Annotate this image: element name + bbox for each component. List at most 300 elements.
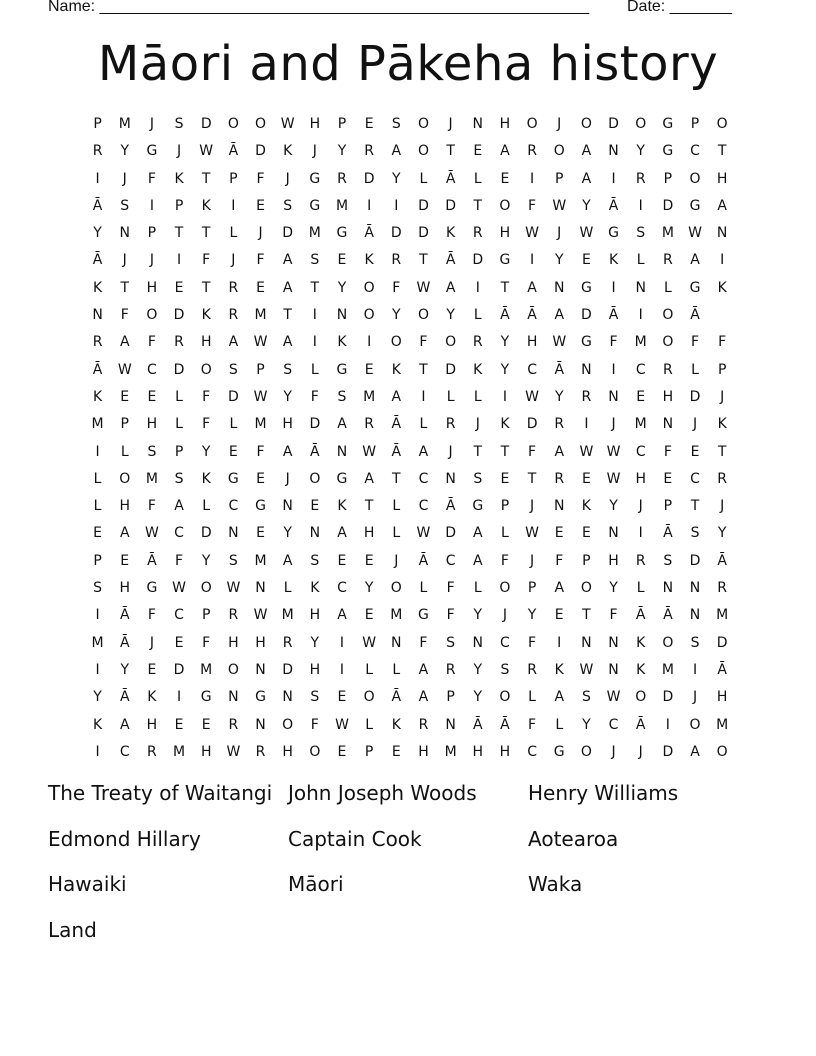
grid-letter: M: [661, 661, 674, 678]
grid-letter: A: [282, 279, 293, 296]
grid-letter: G: [689, 197, 701, 214]
grid-letter: S: [473, 470, 483, 487]
grid-letter: K: [337, 334, 347, 351]
grid-letter: H: [146, 279, 158, 296]
grid-letter: M: [254, 416, 267, 433]
grid-letter: J: [149, 116, 154, 132]
grid-letter: D: [608, 116, 619, 132]
grid-letter: Y: [473, 607, 483, 624]
grid-letter: N: [255, 661, 266, 678]
grid-letter: O: [390, 334, 402, 351]
grid-letter: K: [201, 470, 211, 487]
grid-letter: G: [580, 279, 592, 296]
grid-letter: L: [365, 716, 374, 733]
grid-letter: A: [337, 525, 347, 542]
grid-letter: P: [337, 116, 347, 132]
grid-letter: D: [445, 361, 456, 378]
grid-letter: S: [93, 580, 103, 597]
grid-letter: G: [146, 143, 158, 160]
grid-letter: A: [282, 552, 293, 569]
word-list-item: John Joseph Woods: [288, 781, 477, 805]
grid-letter: L: [283, 580, 292, 597]
grid-letter: E: [174, 716, 184, 733]
grid-letter: D: [309, 416, 321, 433]
grid-letter: H: [472, 743, 484, 760]
grid-letter: L: [419, 170, 428, 187]
grid-letter: Y: [283, 525, 292, 542]
grid-letter: D: [282, 225, 294, 242]
grid-letter: O: [689, 716, 701, 733]
grid-letter: N: [228, 525, 239, 542]
grid-letter: O: [390, 580, 402, 597]
grid-letter: R: [364, 143, 374, 160]
grid-letter: A: [418, 443, 429, 460]
grid-letter: Y: [201, 552, 211, 569]
grid-letter: L: [473, 170, 482, 187]
grid-letter: K: [92, 716, 103, 733]
grid-letter: E: [337, 689, 347, 706]
grid-letter: L: [501, 525, 509, 542]
grid-letter: I: [638, 307, 643, 324]
grid-letter: F: [500, 552, 509, 569]
grid-letter: O: [445, 334, 457, 351]
grid-letter: Y: [120, 661, 130, 678]
grid-letter: N: [662, 416, 674, 433]
grid-letter: G: [255, 689, 266, 706]
grid-letter: F: [256, 252, 265, 269]
grid-letter: D: [255, 143, 266, 160]
grid-letter: N: [553, 498, 565, 515]
grid-letter: H: [499, 116, 511, 132]
grid-letter: W: [688, 225, 702, 242]
grid-letter: T: [527, 470, 537, 487]
grid-letter: C: [418, 498, 429, 515]
grid-letter: J: [502, 607, 507, 624]
grid-letter: R: [554, 470, 565, 487]
grid-letter: H: [119, 498, 130, 515]
grid-letter: K: [92, 279, 103, 296]
grid-letter: J: [557, 116, 562, 132]
grid-letter: Ā: [608, 307, 619, 324]
grid-letter: R: [337, 170, 347, 187]
grid-letter: R: [92, 334, 103, 351]
grid-letter: S: [120, 197, 130, 214]
grid-letter: P: [120, 416, 129, 433]
grid-letter: D: [173, 661, 185, 678]
grid-letter: J: [448, 116, 453, 132]
grid-letter: F: [147, 607, 156, 624]
grid-letter: L: [392, 498, 401, 515]
grid-letter: L: [473, 580, 482, 597]
grid-letter: J: [720, 388, 725, 405]
grid-letter: G: [662, 116, 674, 132]
grid-letter: M: [91, 416, 104, 433]
grid-letter: K: [473, 361, 483, 378]
grid-letter: Y: [310, 634, 320, 651]
grid-letter: S: [636, 225, 646, 242]
grid-letter: F: [147, 170, 156, 187]
grid-letter: E: [337, 252, 347, 269]
grid-letter: Y: [337, 279, 347, 296]
grid-letter: F: [256, 170, 265, 187]
grid-letter: Y: [337, 143, 347, 160]
grid-letter: C: [527, 361, 537, 378]
grid-letter: S: [228, 552, 238, 569]
grid-letter: T: [690, 498, 700, 515]
grid-letter: O: [146, 307, 158, 324]
grid-letter: N: [553, 279, 565, 296]
grid-letter: O: [363, 279, 375, 296]
grid-letter: J: [638, 498, 643, 515]
grid-letter: Y: [717, 525, 727, 542]
grid-letter: H: [309, 661, 321, 678]
grid-letter: P: [174, 443, 184, 460]
grid-letter: I: [394, 197, 399, 214]
grid-letter: E: [201, 716, 211, 733]
grid-letter: C: [147, 361, 157, 378]
header: [48, 0, 748, 18]
grid-row: [84, 441, 736, 468]
grid-letter: N: [92, 307, 103, 324]
grid-letter: Ā: [500, 307, 510, 324]
grid-letter: E: [310, 498, 320, 515]
grid-letter: G: [336, 470, 348, 487]
grid-letter: N: [282, 689, 293, 706]
grid-letter: W: [144, 525, 159, 542]
grid-letter: P: [527, 580, 537, 597]
grid-letter: O: [580, 580, 592, 597]
grid-letter: M: [254, 307, 267, 324]
grid-letter: A: [554, 307, 565, 324]
grid-letter: H: [228, 634, 239, 651]
grid-row: [84, 359, 736, 386]
grid-letter: K: [92, 388, 103, 405]
grid-letter: O: [499, 689, 511, 706]
grid-letter: Ā: [418, 552, 429, 569]
grid-letter: Y: [392, 170, 401, 187]
grid-letter: O: [662, 634, 674, 651]
grid-letter: I: [611, 170, 616, 187]
grid-letter: A: [337, 607, 347, 624]
grid-letter: C: [337, 580, 347, 597]
grid-letter: E: [473, 143, 483, 160]
grid-letter: J: [312, 143, 317, 160]
grid-letter: Ā: [92, 197, 103, 214]
grid-letter: D: [716, 634, 728, 651]
grid-letter: N: [608, 525, 619, 542]
grid-letter: R: [581, 388, 592, 405]
grid-letter: T: [201, 170, 211, 187]
grid-letter: N: [309, 525, 321, 542]
grid-letter: R: [282, 634, 293, 651]
grid-letter: Y: [201, 443, 211, 460]
grid-letter: R: [445, 661, 456, 678]
grid-letter: O: [417, 116, 429, 132]
grid-letter: O: [417, 143, 429, 160]
grid-letter: E: [391, 743, 401, 760]
grid-letter: E: [554, 607, 564, 624]
grid-letter: D: [173, 361, 185, 378]
grid-letter: J: [122, 170, 127, 187]
grid-letter: T: [717, 443, 727, 460]
grid-letter: R: [717, 470, 728, 487]
grid-letter: R: [635, 170, 646, 187]
grid-letter: H: [282, 416, 293, 433]
grid-letter: P: [663, 170, 673, 187]
grid-letter: G: [336, 361, 348, 378]
grid-letter: Ā: [608, 197, 619, 214]
grid-row: [84, 168, 736, 195]
grid-letter: W: [606, 689, 621, 706]
grid-letter: K: [636, 661, 646, 678]
grid-letter: O: [635, 689, 647, 706]
grid-letter: N: [472, 116, 483, 132]
grid-letter: J: [720, 498, 725, 515]
grid-letter: F: [175, 552, 184, 569]
grid-letter: L: [365, 661, 374, 678]
grid-letter: D: [445, 197, 456, 214]
grid-letter: R: [174, 334, 184, 351]
grid-letter: N: [716, 225, 728, 242]
grid-letter: M: [308, 225, 321, 242]
grid-letter: S: [690, 634, 700, 651]
grid-letter: P: [201, 607, 211, 624]
grid-row: [84, 522, 736, 549]
grid-letter: J: [448, 443, 453, 460]
grid-letter: I: [339, 661, 345, 678]
grid-letter: N: [608, 388, 619, 405]
grid-letter: W: [117, 361, 132, 378]
grid-letter: Y: [609, 498, 618, 515]
grid-letter: P: [364, 743, 374, 760]
grid-letter: F: [310, 716, 319, 733]
grid-letter: T: [364, 498, 374, 515]
grid-letter: D: [418, 197, 429, 214]
grid-letter: C: [635, 361, 646, 378]
grid-letter: G: [608, 225, 619, 242]
grid-letter: C: [174, 607, 184, 624]
grid-letter: L: [229, 416, 238, 433]
grid-letter: P: [555, 170, 564, 187]
grid-letter: K: [581, 498, 591, 515]
grid-letter: L: [663, 279, 672, 296]
grid-letter: A: [119, 716, 130, 733]
grid-letter: D: [472, 252, 484, 269]
word-list-item: The Treaty of Waitangi: [48, 781, 273, 805]
grid-letter: L: [93, 470, 102, 487]
grid-letter: W: [335, 716, 349, 733]
grid-letter: D: [227, 388, 239, 405]
grid-letter: J: [530, 552, 535, 569]
word-list: [48, 780, 768, 943]
grid-letter: L: [555, 716, 564, 733]
grid-letter: W: [606, 443, 621, 460]
grid-letter: Ā: [472, 716, 483, 733]
grid-letter: Y: [500, 361, 510, 378]
grid-row: [84, 386, 736, 413]
grid-letter: Y: [554, 388, 564, 405]
grid-letter: W: [253, 607, 268, 624]
grid-letter: E: [147, 388, 157, 405]
grid-letter: L: [392, 525, 401, 542]
date-field-label: Date: _______: [627, 0, 732, 15]
grid-letter: F: [147, 334, 156, 351]
grid-letter: O: [716, 743, 728, 760]
grid-letter: Y: [392, 307, 401, 324]
grid-letter: O: [580, 743, 592, 760]
grid-row: [84, 140, 736, 167]
grid-letter: L: [175, 416, 183, 433]
grid-letter: J: [394, 552, 399, 569]
grid-letter: I: [312, 334, 317, 351]
grid-letter: T: [310, 279, 320, 296]
grid-letter: S: [310, 689, 320, 706]
grid-letter: H: [635, 470, 646, 487]
grid-letter: M: [444, 743, 457, 760]
grid-letter: R: [662, 361, 673, 378]
word-list-item: Edmond Hillary: [48, 826, 201, 851]
grid-letter: Ā: [391, 689, 402, 706]
grid-letter: A: [391, 388, 402, 405]
grid-letter: K: [147, 689, 157, 706]
grid-letter: A: [717, 197, 727, 214]
grid-letter: J: [611, 416, 616, 433]
grid-letter: Y: [527, 607, 537, 624]
grid-letter: L: [310, 361, 319, 378]
grid-letter: R: [418, 716, 429, 733]
grid-letter: M: [634, 334, 647, 351]
page-title: Māori and Pākeha history: [97, 36, 719, 92]
grid-row: [84, 495, 736, 522]
grid-letter: G: [472, 498, 484, 515]
grid-letter: H: [309, 607, 321, 624]
grid-letter: S: [147, 443, 157, 460]
grid-letter: K: [554, 661, 564, 678]
grid-letter: C: [527, 743, 537, 760]
grid-letter: A: [174, 498, 184, 515]
grid-letter: N: [608, 661, 619, 678]
grid-letter: E: [364, 552, 374, 569]
grid-letter: P: [93, 116, 102, 132]
grid-letter: F: [392, 279, 401, 296]
grid-letter: D: [200, 116, 212, 132]
grid-letter: S: [500, 661, 510, 678]
grid-letter: C: [500, 634, 510, 651]
grid-letter: I: [95, 743, 100, 760]
grid-letter: E: [120, 388, 130, 405]
grid-letter: L: [473, 388, 482, 405]
grid-letter: J: [638, 743, 643, 760]
grid-letter: F: [555, 552, 564, 569]
grid-letter: R: [147, 743, 157, 760]
grid-letter: F: [120, 307, 129, 324]
grid-letter: D: [363, 170, 375, 187]
grid-letter: Ā: [310, 443, 320, 460]
grid-letter: O: [580, 116, 592, 132]
grid-letter: G: [418, 607, 429, 624]
grid-letter: A: [554, 443, 565, 460]
grid-row: [84, 604, 736, 631]
word-list-item: Henry Williams: [528, 781, 679, 805]
grid-letter: S: [663, 552, 673, 569]
word-list-item: Māori: [288, 872, 344, 896]
grid-letter: F: [310, 388, 319, 405]
grid-letter: Ā: [635, 607, 646, 624]
grid-letter: J: [231, 252, 236, 269]
grid-letter: A: [690, 743, 700, 760]
grid-letter: K: [636, 634, 646, 651]
grid-letter: H: [499, 225, 511, 242]
grid-letter: E: [93, 525, 102, 542]
grid-letter: A: [690, 252, 700, 269]
word-search-grid: [84, 113, 736, 768]
grid-letter: R: [445, 416, 456, 433]
grid-letter: Y: [93, 689, 102, 706]
grid-letter: C: [119, 743, 130, 760]
grid-letter: I: [421, 388, 426, 405]
grid-letter: M: [661, 225, 674, 242]
grid-letter: W: [525, 525, 539, 542]
grid-letter: O: [499, 197, 511, 214]
grid-letter: R: [228, 716, 239, 733]
grid-letter: A: [554, 580, 565, 597]
grid-letter: L: [473, 307, 482, 324]
grid-letter: J: [149, 634, 154, 651]
grid-letter: I: [557, 634, 562, 651]
grid-row: [84, 686, 736, 713]
grid-letter: H: [146, 716, 158, 733]
grid-letter: R: [391, 252, 402, 269]
grid-letter: M: [390, 607, 403, 624]
grid-letter: E: [228, 443, 238, 460]
grid-letter: I: [638, 197, 643, 214]
grid-letter: L: [229, 225, 238, 242]
grid-letter: A: [282, 252, 293, 269]
grid-letter: T: [473, 197, 483, 214]
grid-letter: I: [149, 197, 154, 214]
grid-letter: E: [364, 607, 374, 624]
grid-letter: D: [689, 552, 701, 569]
grid-letter: W: [226, 743, 241, 760]
grid-letter: D: [173, 307, 185, 324]
grid-letter: N: [391, 634, 402, 651]
grid-letter: D: [282, 661, 294, 678]
grid-letter: H: [418, 743, 429, 760]
grid-row: [84, 550, 736, 577]
grid-letter: M: [716, 607, 729, 624]
grid-letter: Y: [446, 307, 455, 324]
grid-letter: W: [525, 388, 539, 405]
grid-letter: N: [445, 716, 456, 733]
grid-letter: H: [146, 416, 158, 433]
grid-letter: E: [581, 252, 591, 269]
grid-letter: A: [391, 143, 402, 160]
grid-letter: E: [364, 116, 374, 132]
grid-letter: P: [147, 225, 157, 242]
grid-letter: Ā: [500, 716, 510, 733]
grid-letter: N: [119, 225, 130, 242]
grid-letter: C: [690, 143, 700, 160]
grid-letter: A: [500, 143, 510, 160]
grid-letter: K: [608, 252, 619, 269]
grid-letter: R: [228, 307, 239, 324]
grid-letter: K: [717, 279, 727, 296]
grid-letter: K: [174, 170, 184, 187]
grid-letter: K: [391, 716, 401, 733]
grid-letter: I: [176, 252, 182, 269]
grid-letter: P: [174, 197, 184, 214]
grid-letter: O: [363, 689, 375, 706]
